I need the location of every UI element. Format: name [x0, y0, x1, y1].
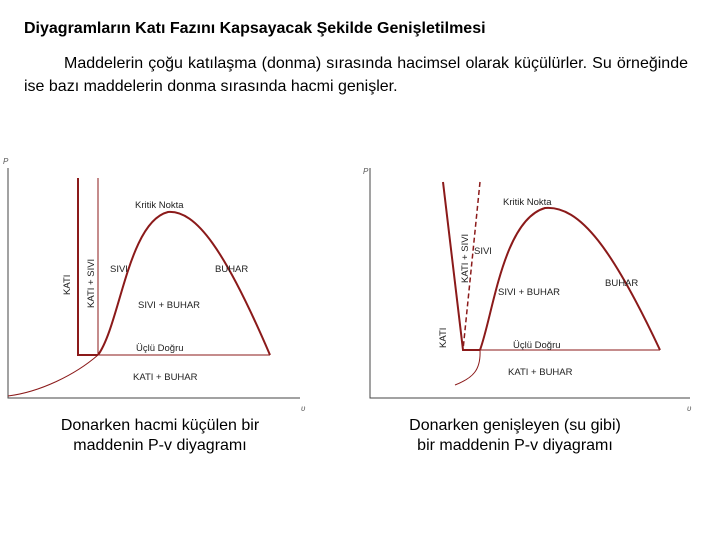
- pv-diagram-expanding: [355, 150, 700, 415]
- saturation-dome: [98, 212, 270, 355]
- v-axis-label: υ: [301, 404, 306, 413]
- liquid-vapor-label: SIVI + BUHAR: [138, 300, 201, 311]
- page-title: Diyagramların Katı Fazını Kapsayacak Şekilde Genişletilmesi: [24, 20, 486, 37]
- triple-line-label: Üçlü Doğru: [513, 340, 561, 351]
- liquid-vapor-label: SIVI + BUHAR: [498, 287, 561, 298]
- pv-diagram-contracting: [0, 150, 320, 415]
- caption-right-line2: bir maddenin P-v diyagramı: [417, 437, 613, 454]
- solid-label: KATI: [62, 274, 73, 295]
- critical-point-label: Kritik Nokta: [503, 197, 552, 208]
- sublimation-curve: [455, 350, 480, 385]
- critical-point-label: Kritik Nokta: [135, 200, 184, 211]
- solid-vapor-label: KATI + BUHAR: [133, 372, 198, 383]
- solid-label: KATI: [438, 327, 449, 348]
- caption-left: [20, 416, 300, 456]
- v-axis-label: υ: [687, 404, 692, 413]
- liquid-label: SIVI: [110, 264, 128, 275]
- vapor-label: BUHAR: [605, 278, 639, 289]
- solid-liquid-label: KATI + SIVI: [460, 233, 471, 283]
- caption-right-line1: Donarken genişleyen (su gibi): [409, 417, 621, 434]
- triple-line-label: Üçlü Doğru: [136, 343, 184, 354]
- intro-paragraph: Maddelerin çoğu katılaşma (donma) sırasında hacimsel olarak küçülürler. Su örneğinde ise bazı maddelerin donma sırasında hacmi genişler.: [24, 55, 688, 95]
- caption-right: [375, 416, 655, 456]
- caption-left-line2: maddenin P-v diyagramı: [73, 437, 247, 454]
- vapor-label: BUHAR: [215, 264, 249, 275]
- p-axis-label: P: [3, 157, 9, 166]
- sublimation-curve: [8, 355, 98, 396]
- p-axis-label: P: [363, 167, 369, 176]
- solid-liquid-label: KATI + SIVI: [86, 258, 97, 308]
- caption-left-line1: Donarken hacmi küçülen bir: [60, 417, 260, 434]
- solid-vapor-label: KATI + BUHAR: [508, 367, 573, 378]
- liquid-label: SIVI: [474, 246, 492, 257]
